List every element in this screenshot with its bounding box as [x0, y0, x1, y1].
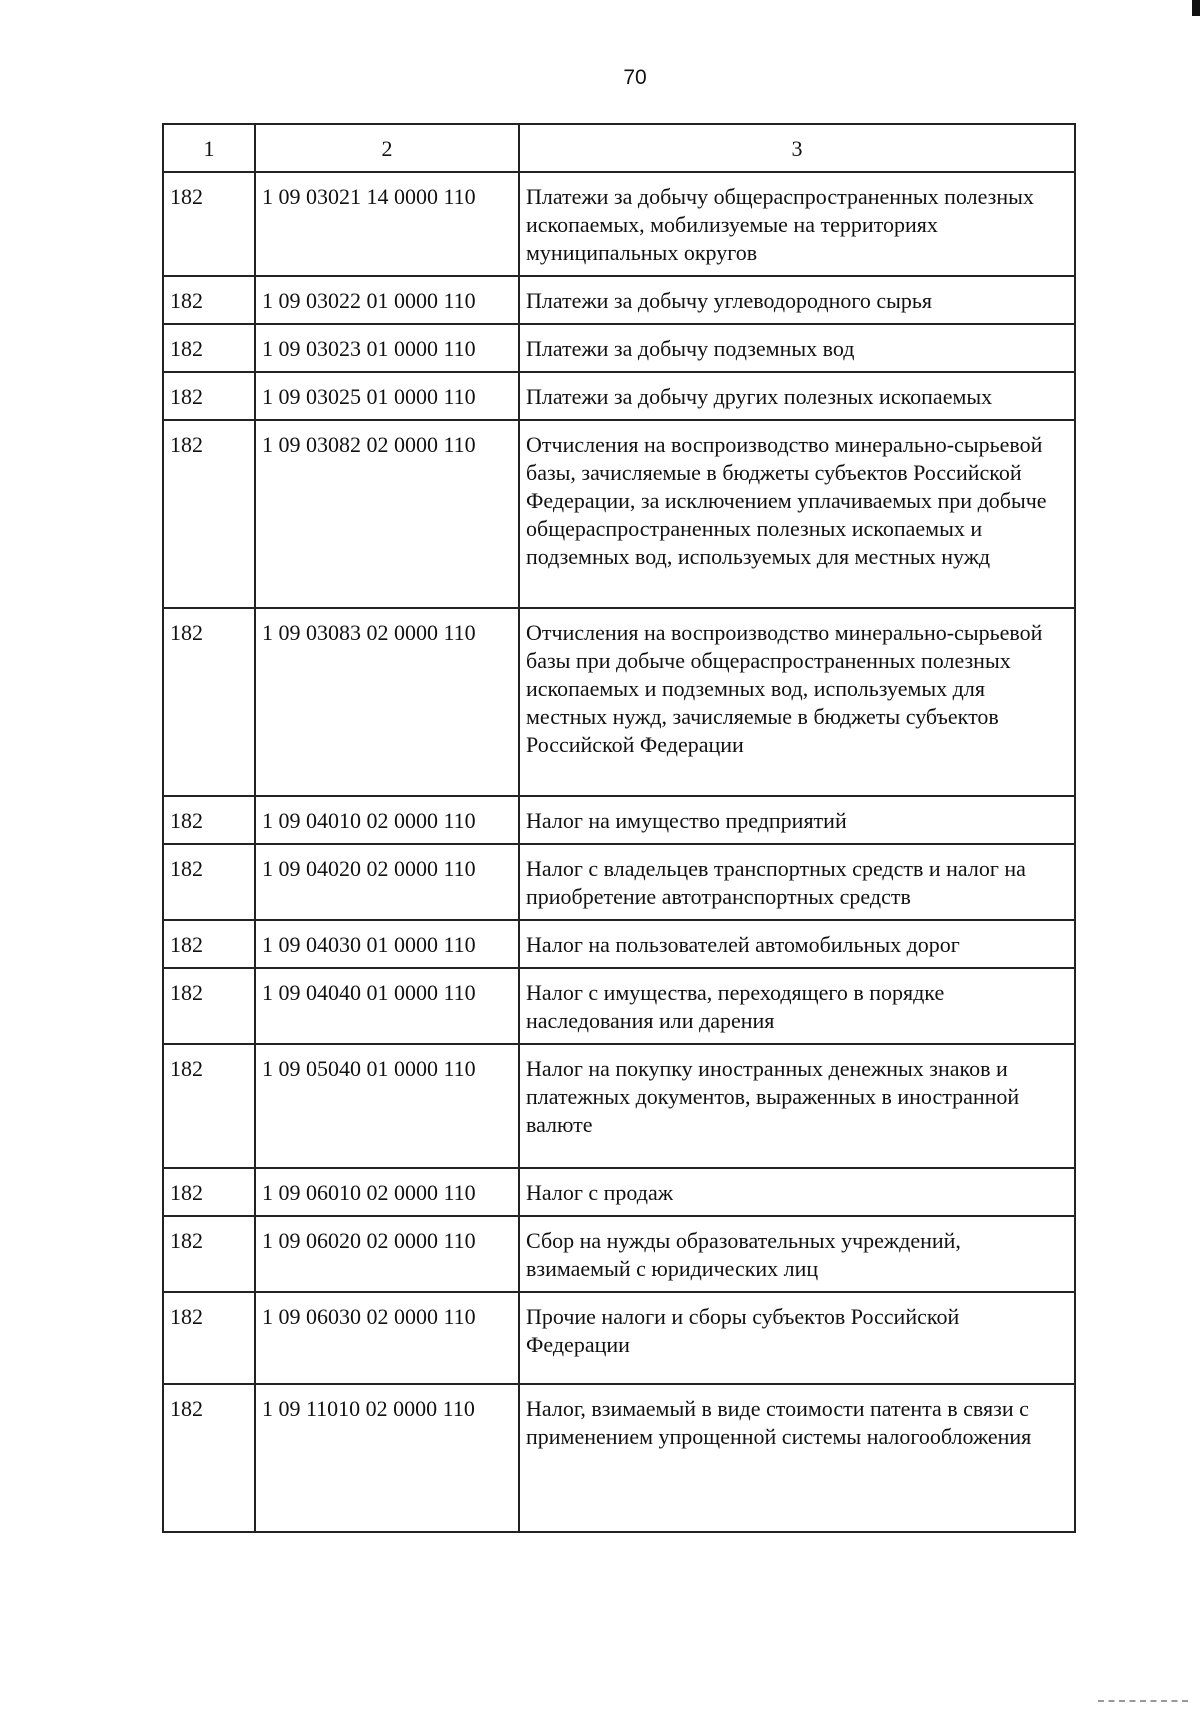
table-row: [163, 796, 1075, 844]
cell-admin-code: 182: [163, 1168, 255, 1216]
page-number: 70: [623, 66, 647, 89]
cell-kbk-code: 1 09 04020 02 0000 110: [255, 844, 519, 920]
cell-description: Отчисления на воспроизводство минерально-сырьевой базы, зачисляемые в бюджеты субъектов Российской Федерации, за исключением уплачиваемых при добыче общераспространенных полезных ископаемых и подземных вод, используемых для местных нужд: [519, 420, 1075, 608]
table-row: [163, 1168, 1075, 1216]
cell-admin-code: 182: [163, 608, 255, 796]
header-col-2: 2: [255, 124, 519, 172]
table-row: [163, 276, 1075, 324]
cell-kbk-code: 1 09 03083 02 0000 110: [255, 608, 519, 796]
cell-kbk-code: 1 09 03025 01 0000 110: [255, 372, 519, 420]
cell-kbk-code: 1 09 06020 02 0000 110: [255, 1216, 519, 1292]
cell-description: Налог на имущество предприятий: [519, 796, 1075, 844]
cell-description: Налог с владельцев транспортных средств и налог на приобретение автотранспортных средств: [519, 844, 1075, 920]
table-row: [163, 372, 1075, 420]
cell-kbk-code: 1 09 11010 02 0000 110: [255, 1384, 519, 1532]
cell-description: Платежи за добычу углеводородного сырья: [519, 276, 1075, 324]
cell-description: Платежи за добычу других полезных ископаемых: [519, 372, 1075, 420]
table-row: [163, 172, 1075, 276]
cell-kbk-code: 1 09 06030 02 0000 110: [255, 1292, 519, 1384]
table-row: [163, 420, 1075, 608]
cell-kbk-code: 1 09 03022 01 0000 110: [255, 276, 519, 324]
cell-admin-code: 182: [163, 1384, 255, 1532]
cell-admin-code: 182: [163, 968, 255, 1044]
cell-admin-code: 182: [163, 324, 255, 372]
cell-kbk-code: 1 09 04030 01 0000 110: [255, 920, 519, 968]
cell-kbk-code: 1 09 04010 02 0000 110: [255, 796, 519, 844]
cell-kbk-code: 1 09 03082 02 0000 110: [255, 420, 519, 608]
table-row: [163, 1216, 1075, 1292]
cell-admin-code: 182: [163, 920, 255, 968]
scan-edge-mark: [1192, 0, 1200, 16]
cell-description: Налог на пользователей автомобильных дорог: [519, 920, 1075, 968]
scan-footer-mark: [1098, 1700, 1188, 1704]
cell-kbk-code: 1 09 03023 01 0000 110: [255, 324, 519, 372]
cell-kbk-code: 1 09 04040 01 0000 110: [255, 968, 519, 1044]
cell-admin-code: 182: [163, 1044, 255, 1168]
cell-description: Налог с имущества, переходящего в порядке наследования или дарения: [519, 968, 1075, 1044]
cell-admin-code: 182: [163, 1216, 255, 1292]
table-row: [163, 608, 1075, 796]
cell-description: Прочие налоги и сборы субъектов Российской Федерации: [519, 1292, 1075, 1384]
table-row: [163, 324, 1075, 372]
cell-kbk-code: 1 09 03021 14 0000 110: [255, 172, 519, 276]
header-col-3: 3: [519, 124, 1075, 172]
cell-description: Платежи за добычу общераспространенных полезных ископаемых, мобилизуемые на территориях муниципальных округов: [519, 172, 1075, 276]
table-body: [163, 172, 1075, 1532]
cell-admin-code: 182: [163, 172, 255, 276]
cell-admin-code: 182: [163, 372, 255, 420]
cell-admin-code: 182: [163, 1292, 255, 1384]
table-row: [163, 844, 1075, 920]
cell-admin-code: 182: [163, 796, 255, 844]
cell-description: Отчисления на воспроизводство минерально-сырьевой базы при добыче общераспространенных полезных ископаемых и подземных вод, используемых для местных нужд, зачисляемые в бюджеты субъектов Российской Федерации: [519, 608, 1075, 796]
revenue-codes-table: [162, 123, 1076, 1533]
cell-kbk-code: 1 09 05040 01 0000 110: [255, 1044, 519, 1168]
cell-admin-code: 182: [163, 276, 255, 324]
cell-description: Платежи за добычу подземных вод: [519, 324, 1075, 372]
header-col-1: 1: [163, 124, 255, 172]
cell-description: Сбор на нужды образовательных учреждений, взимаемый с юридических лиц: [519, 1216, 1075, 1292]
table-row: [163, 1044, 1075, 1168]
cell-kbk-code: 1 09 06010 02 0000 110: [255, 1168, 519, 1216]
cell-description: Налог, взимаемый в виде стоимости патента в связи с применением упрощенной системы налогообложения: [519, 1384, 1075, 1532]
table-row: [163, 1292, 1075, 1384]
cell-description: Налог с продаж: [519, 1168, 1075, 1216]
cell-admin-code: 182: [163, 844, 255, 920]
table-header-row: [163, 124, 1075, 172]
cell-description: Налог на покупку иностранных денежных знаков и платежных документов, выраженных в иностранной валюте: [519, 1044, 1075, 1168]
table-row: [163, 1384, 1075, 1532]
table-row: [163, 920, 1075, 968]
table-row: [163, 968, 1075, 1044]
cell-admin-code: 182: [163, 420, 255, 608]
